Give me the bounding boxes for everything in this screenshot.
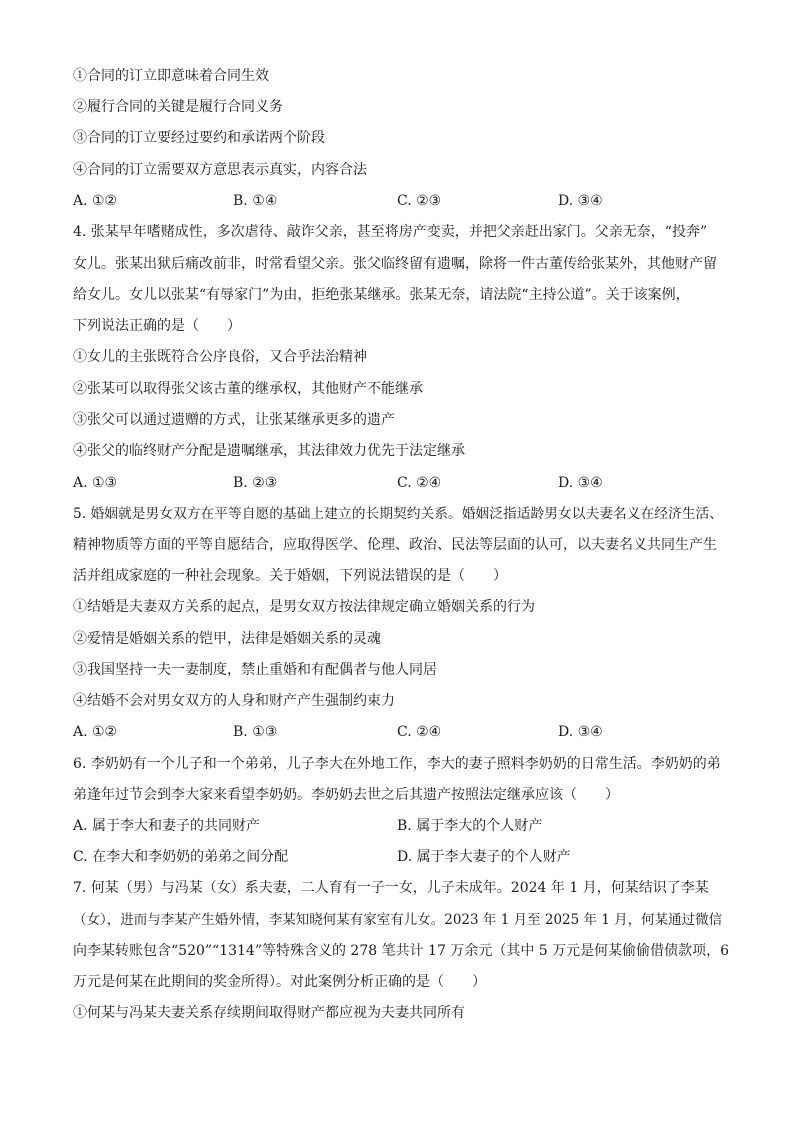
q6-option-a: A. 属于李大和妻子的共同财产 [73, 818, 261, 834]
q6-option-d: D. 属于李大妻子的个人财产 [397, 849, 571, 865]
q4-options [73, 473, 733, 493]
q5-option-b: B. ①③ [233, 724, 278, 740]
q3-item-1: ①合同的订立即意味着合同生效 [73, 68, 269, 84]
q5-item-3: ③我国坚持一夫一妻制度，禁止重婚和有配偶者与他人同居 [73, 662, 437, 678]
q5-stem-line-1: 5. 婚姻就是男女双方在平等自愿的基础上建立的长期契约关系。婚姻泛指适龄男女以夫妻名义在经济生活、 [73, 506, 723, 522]
q4-option-d: D. ③④ [558, 475, 603, 491]
q4-item-1: ①女儿的主张既符合公序良俗，又合乎法治精神 [73, 349, 367, 365]
q3-options [73, 191, 733, 211]
q4-item-4: ④张父的临终财产分配是遗嘱继承，其法律效力优先于法定继承 [73, 443, 465, 459]
q4-stem-line-4: 下列说法正确的是（ ） [73, 318, 241, 334]
q3-option-c: C. ②③ [397, 193, 442, 209]
q4-stem-line-3: 给女儿。女儿以张某“有辱家门”为由，拒绝张某继承。张某无奈，请法院“主持公道”。关于该案例， [73, 287, 690, 303]
q5-options [73, 722, 733, 742]
q6-option-c: C. 在李大和李奶奶的弟弟之间分配 [73, 849, 289, 865]
q4-item-2: ②张某可以取得张父该古董的继承权，其他财产不能继承 [73, 381, 423, 397]
q3-option-d: D. ③④ [558, 193, 603, 209]
q7-item-1: ①何某与冯某夫妻关系存续期间取得财产都应视为夫妻共同所有 [73, 1005, 465, 1021]
q3-item-3: ③合同的订立要经过要约和承诺两个阶段 [73, 130, 325, 146]
q7-stem-line-3: 向李某转账包含“520”“1314”等特殊含义的 278 笔共计 17 万余元（其中 5 万元是何某偷偷借债款项，6 [73, 943, 730, 959]
q5-stem-line-3: 活并组成家庭的一种社会现象。关于婚姻，下列说法错误的是（ ） [73, 568, 507, 584]
q5-item-2: ②爱情是婚姻关系的铠甲，法律是婚姻关系的灵魂 [73, 631, 381, 647]
q6-options-row-2 [73, 847, 733, 867]
q5-option-c: C. ②④ [397, 724, 442, 740]
q4-option-a: A. ①③ [73, 475, 118, 491]
q7-stem-line-1: 7. 何某（男）与冯某（女）系夫妻，二人育有一子一女，儿子未成年。2024 年 1 月，何某结识了李某 [73, 880, 709, 896]
q5-stem-line-2: 精神物质等方面的平等自愿结合，应取得医学、伦理、政治、民法等层面的认可，以夫妻名义共同生产生 [73, 537, 717, 553]
q3-item-4: ④合同的订立需要双方意思表示真实，内容合法 [73, 162, 367, 178]
q3-option-b: B. ①④ [233, 193, 278, 209]
q4-item-3: ③张父可以通过遗赠的方式，让张某继承更多的遗产 [73, 412, 395, 428]
q7-stem-line-4: 万元是何某在此期间的奖金所得）。对此案例分析正确的是（ ） [73, 974, 486, 990]
q4-stem-line-1: 4. 张某早年嗜赌成性，多次虐待、敲诈父亲，甚至将房产变卖，并把父亲赶出家门。父亲无奈，“投奔” [73, 224, 708, 240]
q3-option-a: A. ①② [73, 193, 118, 209]
q6-stem-line-2: 弟逢年过节会到李大家来看望李奶奶。李奶奶去世之后其遗产按照法定继承应该（ ） [73, 787, 619, 803]
q5-item-1: ①结婚是夫妻双方关系的起点，是男女双方按法律规定确立婚姻关系的行为 [73, 599, 535, 615]
q7-stem-line-2: （女），进而与李某产生婚外情，李某知晓何某有家室有儿女。2023 年 1 月至 2025 年 1 月，何某通过微信 [73, 912, 723, 928]
q5-option-d: D. ③④ [558, 724, 603, 740]
q3-item-2: ②履行合同的关键是履行合同义务 [73, 99, 283, 115]
q6-option-b: B. 属于李大的个人财产 [397, 818, 543, 834]
q5-item-4: ④结婚不会对男女双方的人身和财产产生强制约束力 [73, 693, 395, 709]
q4-stem-line-2: 女儿。张某出狱后痛改前非，时常看望父亲。张父临终留有遗嘱，除将一件古董传给张某外，其他财产留 [73, 256, 717, 272]
q5-option-a: A. ①② [73, 724, 118, 740]
q4-option-c: C. ②④ [397, 475, 442, 491]
q4-option-b: B. ②③ [233, 475, 278, 491]
q6-options-row-1 [73, 816, 733, 836]
q6-stem-line-1: 6. 李奶奶有一个儿子和一个弟弟，儿子李大在外地工作，李大的妻子照料李奶奶的日常生活。李奶奶的弟 [73, 756, 721, 772]
